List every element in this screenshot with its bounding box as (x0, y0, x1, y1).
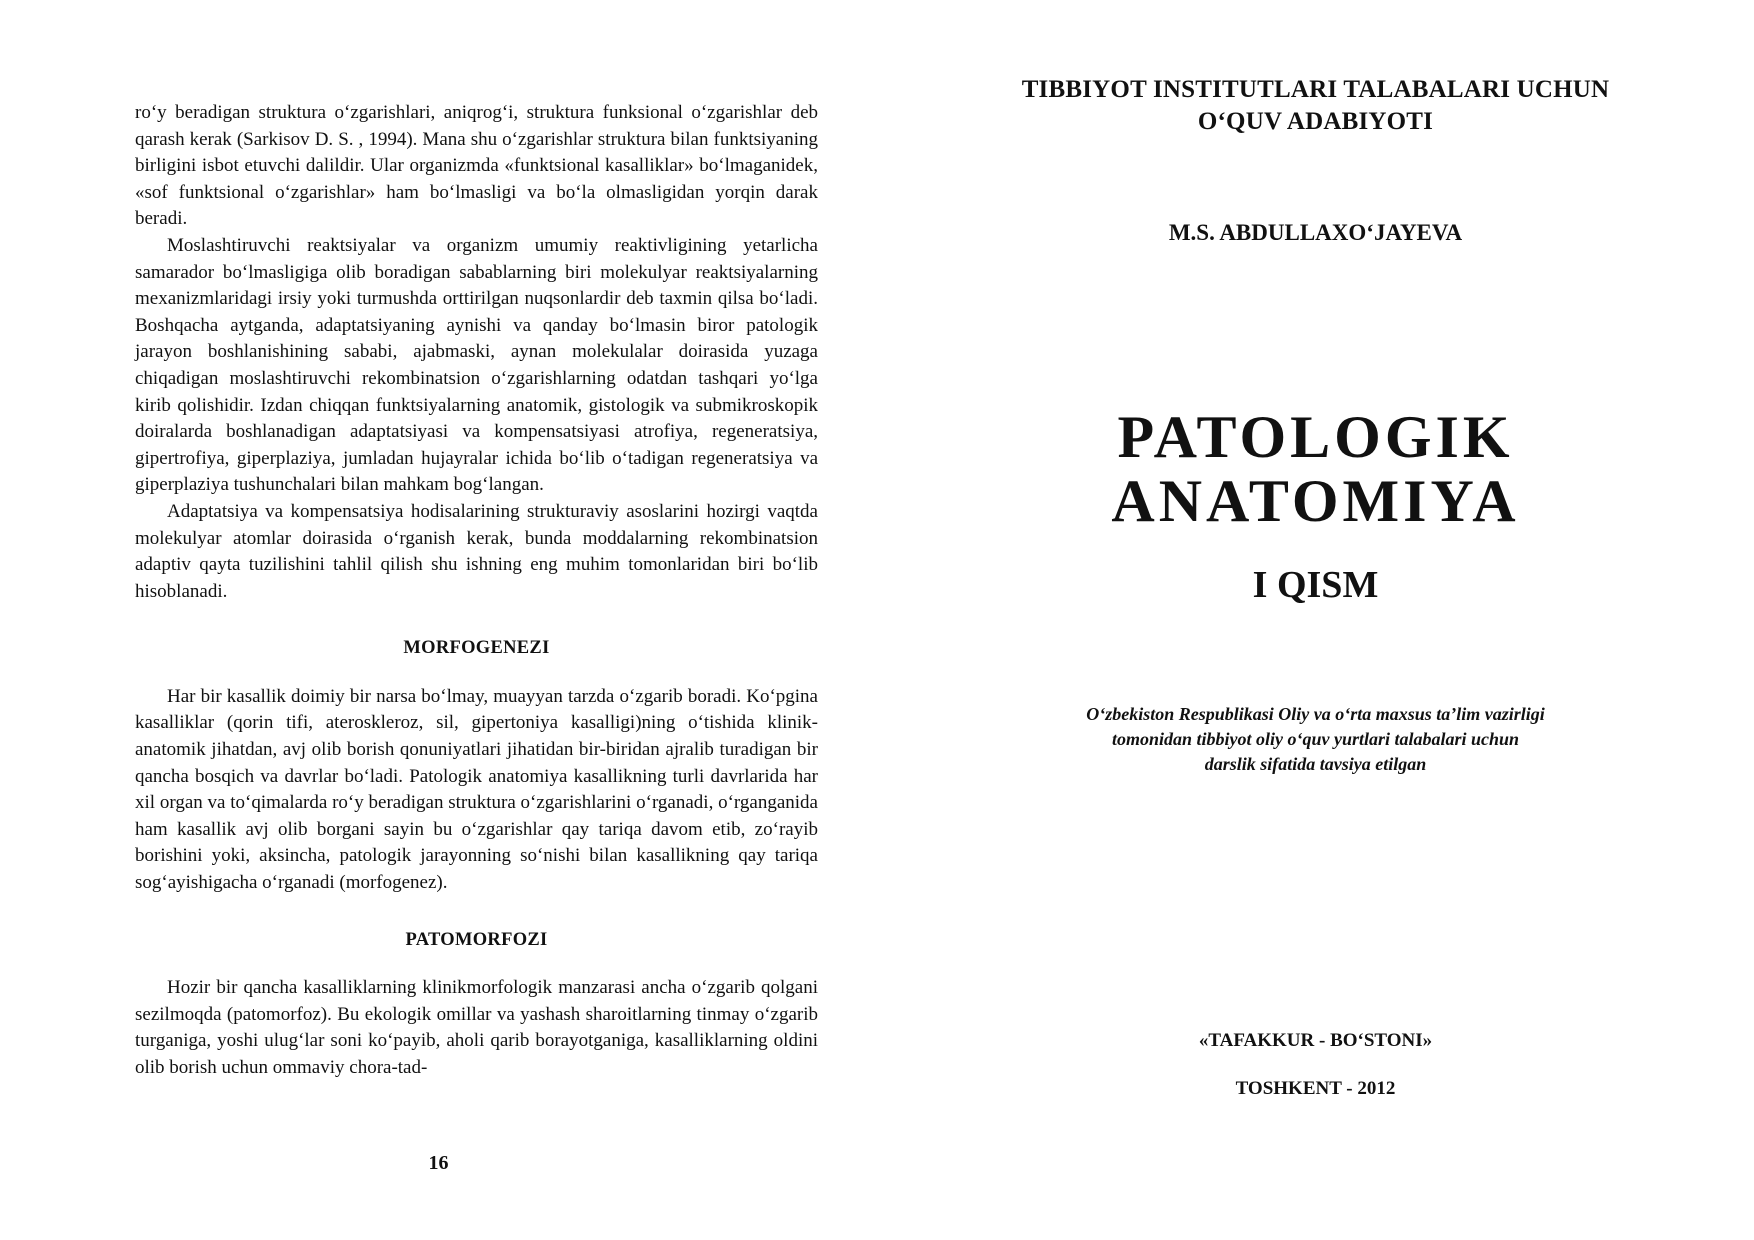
institution-heading (947, 74, 1684, 138)
paragraph-intro-3: Adaptatsiya va kompensatsiya hodisalarining strukturaviy asoslarini hozirgi vaqtda molekulyar atomlar doirasida o‘rganish kerak, bunda moddalarning rekombinatsion adaptiv qayta tuzilishini tahlil qilish shu ishning eng muhim tomonlaridan biri bo‘lib hisoblanadi. (135, 500, 818, 602)
approval-note (947, 702, 1684, 777)
institution-line-1: TIBBIYOT INSTITUTLARI TALABALARI UCHUN (1021, 76, 1610, 103)
right-page-title (877, 0, 1754, 1240)
part-label: I QISM (1252, 564, 1379, 606)
paragraph-intro-2: Moslashtiruvchi reaktsiyalar va organizm umumiy reaktivligining yetarlicha samarador bo‘lmasligiga olib boradigan sabablarning biri molekulyar reaktsiyalarning mexanizmlaridagi irsiy yoki turmushda orttirilgan nuqsonlardir deb taxmin qilsa bo‘ladi. Boshqacha aytganda, adaptatsiyaning aynishi va qanday bo‘lmasin biror patologik jarayon boshlanishining sababi, ajabmaski, aynan molekulalar doirasida yuzaga chiqadigan moslashtiruvchi rekombinatsion o‘zgarishlarning odatdan tashqari yo‘lga kirib qolishidir. Izdan chiqqan funktsiyalarning anatomik, gistologik va submikroskopik doiralarda boshlanadigan adaptatsiyasi va kompensatsiyasi atrofiya, regeneratsiya, gipertrofiya, giperplaziya, jumladan hujayralar ichida bo‘lib o‘tadigan regeneratsiya va giperplaziya tushunchalari bilan mahkam bog‘langan. (135, 234, 818, 496)
city-year: TOSHKENT - 2012 (1235, 1078, 1396, 1099)
institution-line-2: O‘QUV ADABIYOTI (1197, 108, 1434, 135)
publisher-name: «TAFAKKUR - BO‘STONI» (1198, 1030, 1433, 1051)
paragraph-morfogenezi: Har bir kasallik doimiy bir narsa bo‘lmay, muayyan tarzda o‘zgarib boradi. Ko‘pgina kasalliklar (qorin tifi, ateroskleroz, sil, gipertoniya kasalligi)ning o‘tishida klinik-anatomik jihatdan, avj olib borish qonuniyatlari jihatidan bir-biridan ajralib turadigan bir qancha bosqich va davrlar bo‘ladi. Patologik anatomiya kasallikning turli davrlarida har xil organ va to‘qimalarda ro‘y beradigan struktura o‘zgarishlarini o‘rganadi, o‘rganganida ham kasallik avj olib borgani sayin bu o‘zgarishlar qay tariqa davom etib, zo‘rayib borishini yoki, aksincha, patologik jarayonning so‘nishi bilan kasallikning qay tariqa sog‘ayishigacha o‘rganadi (morfogenez). (135, 685, 818, 894)
book-title-line-1: PATOLOGIK (1117, 404, 1514, 470)
book-title (947, 405, 1684, 533)
approval-line-3: darslik sifatida tavsiya etilgan (1204, 754, 1427, 774)
section-heading-patomorfozi: PATOMORFOZI (405, 929, 548, 950)
approval-line-1: O‘zbekiston Respublikasi Oliy va o‘rta maxsus ta’lim vazirligi (1086, 704, 1545, 724)
author-name: M.S. ABDULLAXO‘JAYEVA (1168, 220, 1463, 245)
book-title-line-2: ANATOMIYA (1111, 468, 1520, 534)
paragraph-patomorfozi: Hozir bir qancha kasalliklarning klinikmorfologik manzarasi ancha o‘zgarib qolgani sezilmoqda (patomorfoz). Bu ekologik omillar va yashash sharoitlarning tinmay o‘zgarib turganiga, yoshi ulug‘lar soni ko‘payib, aholi qarib borayotganiga, kasalliklarning oldini olib borish uchun ommaviy chora-tad- (135, 977, 818, 1078)
section-heading-morfogenezi: MORFOGENEZI (403, 638, 550, 659)
approval-line-2: tomonidan tibbiyot oliy o‘quv yurtlari talabalari uchun (1111, 729, 1520, 749)
body-text (135, 100, 818, 1082)
page-number: 16 (428, 1152, 449, 1174)
paragraph-intro-1: ro‘y beradigan struktura o‘zgarishlari, aniqrog‘i, struktura funksional o‘zgarishlar deb qarash kerak (Sarkisov D. S. , 1994). Mana shu o‘zgarishlar struktura bilan funktsiyaning birligini isbot etuvchi dalildir. Ular organizmda «funktsional kasalliklar» bo‘lmaganidek, «sof funktsional o‘zgarishlar» ham bo‘lmasligi va bo‘la olmasligidan yorqin darak beradi. (135, 102, 818, 230)
